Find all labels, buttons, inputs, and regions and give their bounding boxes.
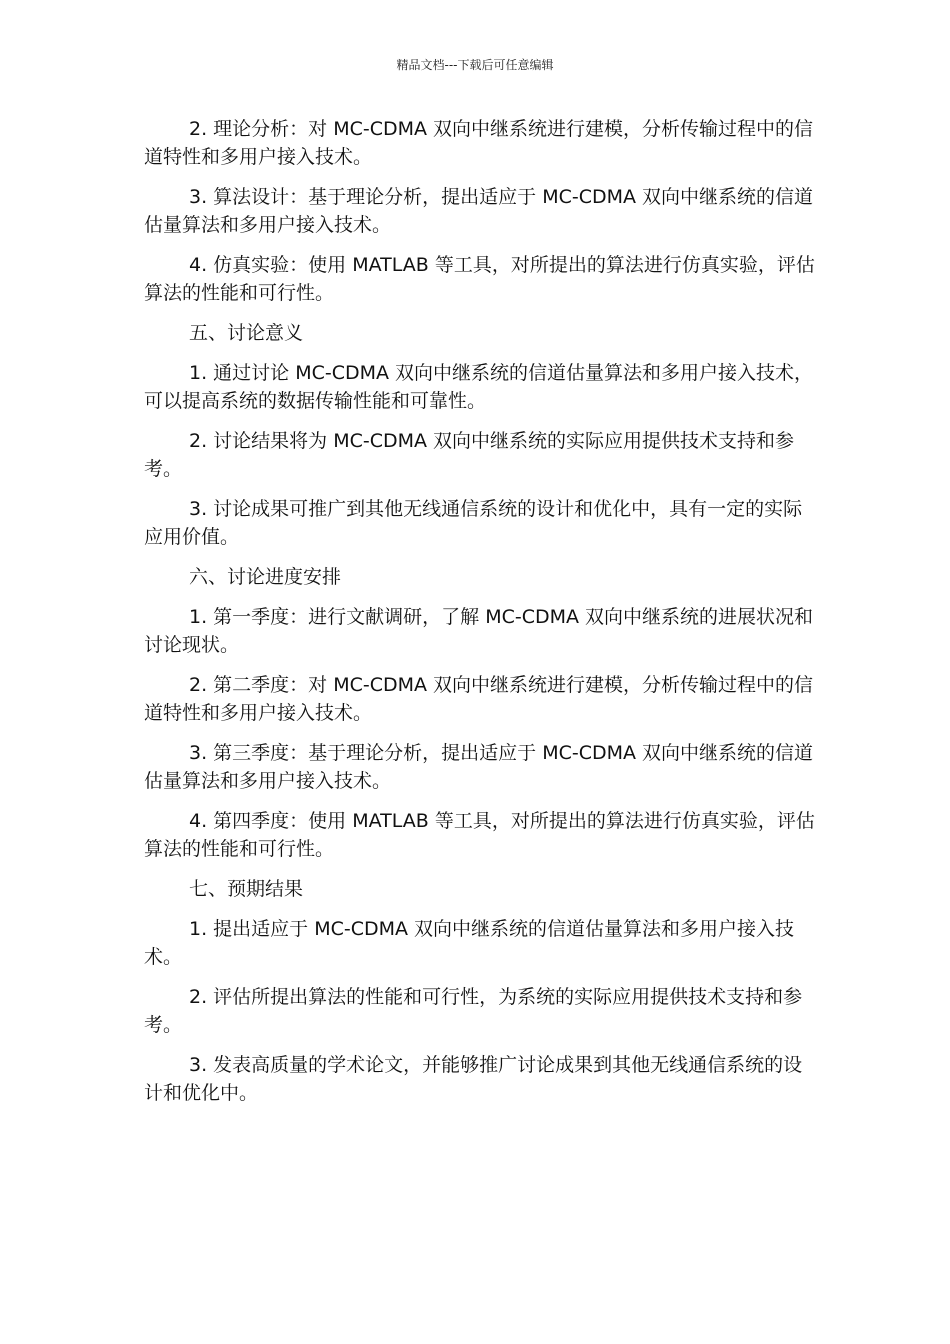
document-body — [144, 115, 816, 1119]
paragraph-result-1: 1. 提出适应于 MC-CDMA 双向中继系统的信道估量算法和多用户接入技术。 — [144, 918, 795, 968]
paragraph-schedule-q2: 2. 第二季度：对 MC-CDMA 双向中继系统进行建模，分析传输过程中的信道特性和多用户接入技术。 — [144, 674, 814, 724]
paragraph-simulation: 4. 仿真实验：使用 MATLAB 等工具，对所提出的算法进行仿真实验，评估算法的性能和可行性。 — [144, 254, 815, 304]
paragraph-significance-1: 1. 通过讨论 MC-CDMA 双向中继系统的信道估量算法和多用户接入技术，可以提高系统的数据传输性能和可靠性。 — [144, 362, 814, 412]
paragraph-result-2: 2. 评估所提出算法的性能和可行性，为系统的实际应用提供技术支持和参考。 — [144, 986, 803, 1036]
section-heading-significance: 五、讨论意义 — [189, 322, 304, 344]
paragraph-algorithm-design: 3. 算法设计：基于理论分析，提出适应于 MC-CDMA 双向中继系统的信道估量算法和多用户接入技术。 — [144, 186, 814, 236]
paragraph-schedule-q1: 1. 第一季度：进行文献调研，了解 MC-CDMA 双向中继系统的进展状况和讨论现状。 — [144, 606, 814, 656]
page-header: 精品文档---下载后可任意编辑 — [396, 58, 554, 72]
paragraph-significance-3: 3. 讨论成果可推广到其他无线通信系统的设计和优化中，具有一定的实际应用价值。 — [144, 498, 803, 548]
section-heading-schedule: 六、讨论进度安排 — [189, 566, 342, 588]
section-heading-expected-results: 七、预期结果 — [189, 878, 304, 900]
paragraph-schedule-q3: 3. 第三季度：基于理论分析，提出适应于 MC-CDMA 双向中继系统的信道估量算法和多用户接入技术。 — [144, 742, 814, 792]
paragraph-result-3: 3. 发表高质量的学术论文，并能够推广讨论成果到其他无线通信系统的设计和优化中。 — [144, 1054, 803, 1104]
paragraph-significance-2: 2. 讨论结果将为 MC-CDMA 双向中继系统的实际应用提供技术支持和参考。 — [144, 430, 795, 480]
paragraph-schedule-q4: 4. 第四季度：使用 MATLAB 等工具，对所提出的算法进行仿真实验，评估算法的性能和可行性。 — [144, 810, 815, 860]
paragraph-analysis: 2. 理论分析：对 MC-CDMA 双向中继系统进行建模，分析传输过程中的信道特性和多用户接入技术。 — [144, 118, 814, 168]
